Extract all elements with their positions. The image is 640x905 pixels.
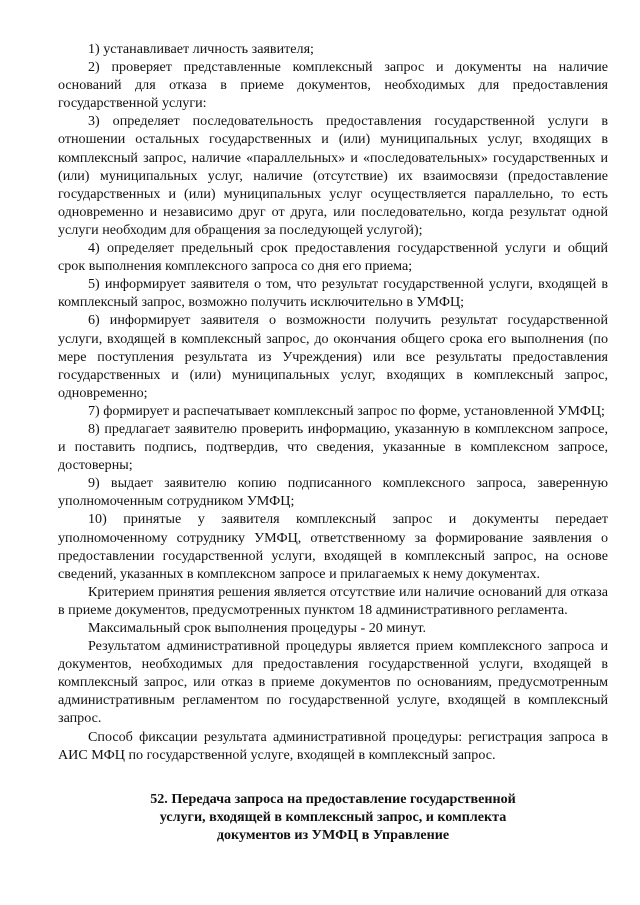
paragraph-item-5: 5) информирует заявителя о том, что результат государственной услуги, входящей в комплексный запрос, возможно получить исключительно в УМФЦ; <box>58 276 608 311</box>
paragraph-item-1: 1) устанавливает личность заявителя; <box>88 41 314 57</box>
section-heading-line-2: услуги, входящей в комплексный запрос, и комплекта <box>159 808 507 825</box>
paragraph-item-4: 4) определяет предельный срок предоставления государственной услуги и общий срок выполнения комплексного запроса со дня его приема; <box>58 240 608 275</box>
paragraph-item-2: 2) проверяет представленные комплексный запрос и документы на наличие оснований для отказа в приеме документов, необходимых для предоставления государственной услуги: <box>58 59 608 112</box>
max-duration-paragraph: Максимальный срок выполнения процедуры - 20 минут. <box>88 620 427 636</box>
document-page <box>58 40 608 844</box>
section-heading <box>58 790 608 844</box>
section-heading-line-3: документов из УМФЦ в Управление <box>216 826 450 843</box>
result-paragraph: Результатом административной процедуры является прием комплексного запроса и документов, необходимых для предоставления государственной услуги, входящей в комплексный запрос, или отказ в приеме документов по основаниям, предусмотренным административным регламентом по государственной услуге, входящей в комплексный запрос. <box>58 638 608 727</box>
paragraph-item-3: 3) определяет последовательность предоставления государственной услуги в отношении остальных государственных и (или) муниципальных услуг, входящих в комплексный запрос, наличие «параллельных» и «последовательных» государственных и (или) муниципальных услуг, наличие (отсутствие) их взаимосвязи (предоставление государственных и (или) муниципальных услуг осуществляется параллельно, то есть одновременно и независимо друг от друга, или последовательно, когда результат одной услуги необходим для обращения за последующей услугой); <box>58 113 608 238</box>
paragraph-item-10: 10) принятые у заявителя комплексный запрос и документы передает уполномоченному сотруднику УМФЦ, ответственному за формирование заявления о предоставлении государственной услуги, входящей в комплексный запрос, на основе сведений, указанных в комплексном запросе и прилагаемых к нему документах. <box>58 511 608 582</box>
paragraph-item-6: 6) информирует заявителя о возможности получить результат государственной услуги, входящей в комплексный запрос, до окончания общего срока его выполнения (по мере поступления результата из Учреждения) или все результаты предоставления государственных и (или) муниципальных услуг, входящих в комплексный запрос, одновременно; <box>58 312 608 401</box>
paragraph-item-7: 7) формирует и распечатывает комплексный запрос по форме, установленной УМФЦ; <box>88 402 605 419</box>
section-heading-line-1: 52. Передача запроса на предоставление государственной <box>150 790 516 807</box>
result-recording-paragraph: Способ фиксации результата административной процедуры: регистрация запроса в АИС МФЦ по государственной услуге, входящей в комплексный запрос. <box>58 728 608 763</box>
paragraph-item-8: 8) предлагает заявителю проверить информацию, указанную в комплексном запросе, и поставить подпись, подтвердив, что сведения, указанные в комплексном запросе, достоверны; <box>58 420 608 474</box>
decision-criterion-paragraph: Критерием принятия решения является отсутствие или наличие оснований для отказа в приеме документов, предусмотренных пунктом 18 административного регламента. <box>58 583 608 618</box>
paragraph-item-9: 9) выдает заявителю копию подписанного комплексного запроса, заверенную уполномоченным сотрудником УМФЦ; <box>58 475 608 510</box>
